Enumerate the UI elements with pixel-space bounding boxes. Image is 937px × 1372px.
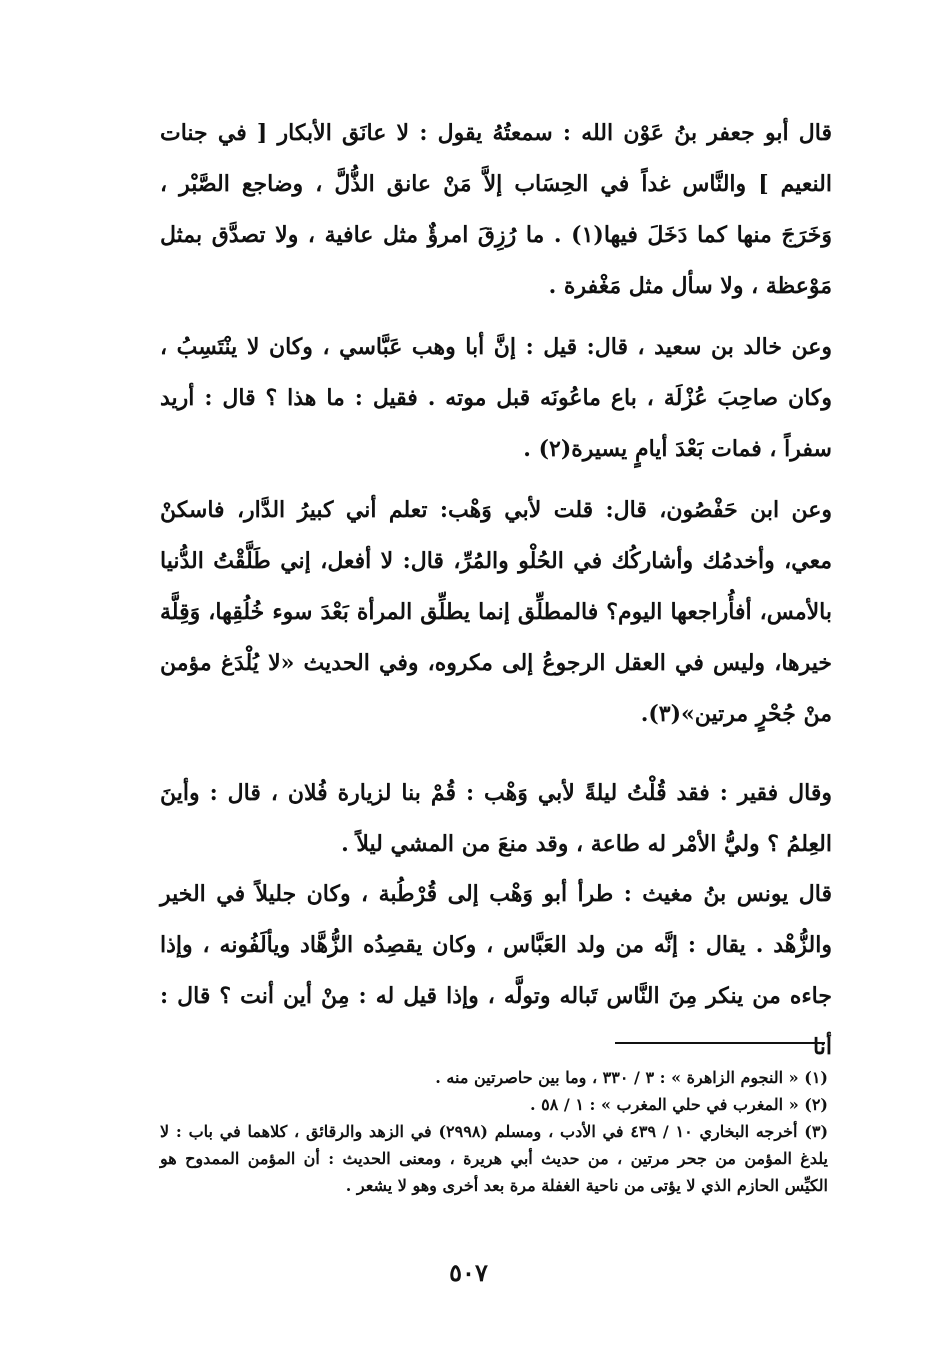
- paragraph-faqir: وقال فقير : فقد قُلْتُ ليلةً لأبي وَهْب : قُمْ بنا لزيارة فُلان ، قال : وأينَ العِلمُ ؟ وليُّ الأمْر له طاعة ، وقد منعَ من المشي ليلاً .: [160, 780, 832, 857]
- footnote-3: (٣) أخرجه البخاري ١٠ / ٤٣٩ في الأدب ، ومسلم (٢٩٩٨) في الزهد والرقائق ، كلاهما في باب : لا يلدغ المؤمن من جحر مرتين ، من حديث أبي هريرة ، ومعنى الحديث : أن المؤمن الممدوح هو الكيِّس الحازم الذي لا يؤتى من ناحية الغفلة مرة بعد أخرى وهو لا يشعر .: [160, 1122, 829, 1195]
- footnote-2: (٢) « المغرب في حلي المغرب » : ١ / ٥٨ .: [530, 1095, 828, 1114]
- paragraph-khalid-bin-said: وعن خالد بن سعيد ، قال: قيل : إنَّ أبا وهب عَبَّاسي ، وكان لا ينْتَسِبُ ، وكان صاحِبَ عُزْلَة ، باع ماعُونَه قبل موته . فقيل : ما هذا ؟ قال : أريد سفراً ، فمات بَعْدَ أيامٍ يسيرة(٢) .: [160, 334, 832, 462]
- paragraph-abu-jafar: قال أبو جعفر بنُ عَوْن الله : سمعتُهُ يقول : لا عانَق الأبكار [ في جنات النعيم ] والنَّاس غداً في الحِسَاب إلاَّ مَنْ عانق الذُّلَّ ، وضاجع الصَّبْر ، وَخَرَجَ منها كما دَخَلَ فيها(١) . ما رُزِقَ امرؤٌ مثل عافية ، ولا تصدَّق بمثل مَوْعظة ، ولا سأل مثل مَغْفرة .: [160, 120, 832, 299]
- footnote-divider: [615, 1042, 825, 1044]
- paragraph-ibn-hafsun: وعن ابن حَفْصُون، قال: قلت لأبي وَهْب: تعلم أني كبيرُ الدَّار، فاسكنْ معي، وأخدمُك وأشاركُك في الحُلْو والمُرِّ، قال: لا أفعل، إني طَلَّقْتُ الدُّنيا بالأمس، أفأُراجعها اليوم؟ فالمطلِّق إنما يطلِّق المرأة بَعْدَ سوء خُلُقِها، وَقِلَّة خيرها، وليس في العقل الرجوعُ إلى مكروه، وفي الحديث «لا يُلْدَغ مؤمن منْ جُحْرٍ مرتين»(٣).: [160, 497, 832, 727]
- page-number: ٥٠٧: [449, 1258, 488, 1287]
- footnote-1: (١) « النجوم الزاهرة » : ٣ / ٣٣٠ ، وما بين حاصرتين منه .: [435, 1068, 828, 1087]
- footnotes-list: [160, 1064, 828, 1199]
- paragraph-yunus-bin-mughith: قال يونس بنُ مغيث : طرأ أبو وَهْب إلى قُرْطُبة ، وكان جليلاً في الخير والزُّهْد . يقال : إنَّه من ولد العَبَّاس ، وكان يقصِدُه الزُّهَّاد ويألَفُونه ، وإذا جاءه من ينكر مِنَ النَّاس تَباله وتولَّه ، وإذا قيل له : مِنْ أين أنت ؟ قال : أنا: [160, 881, 833, 1060]
